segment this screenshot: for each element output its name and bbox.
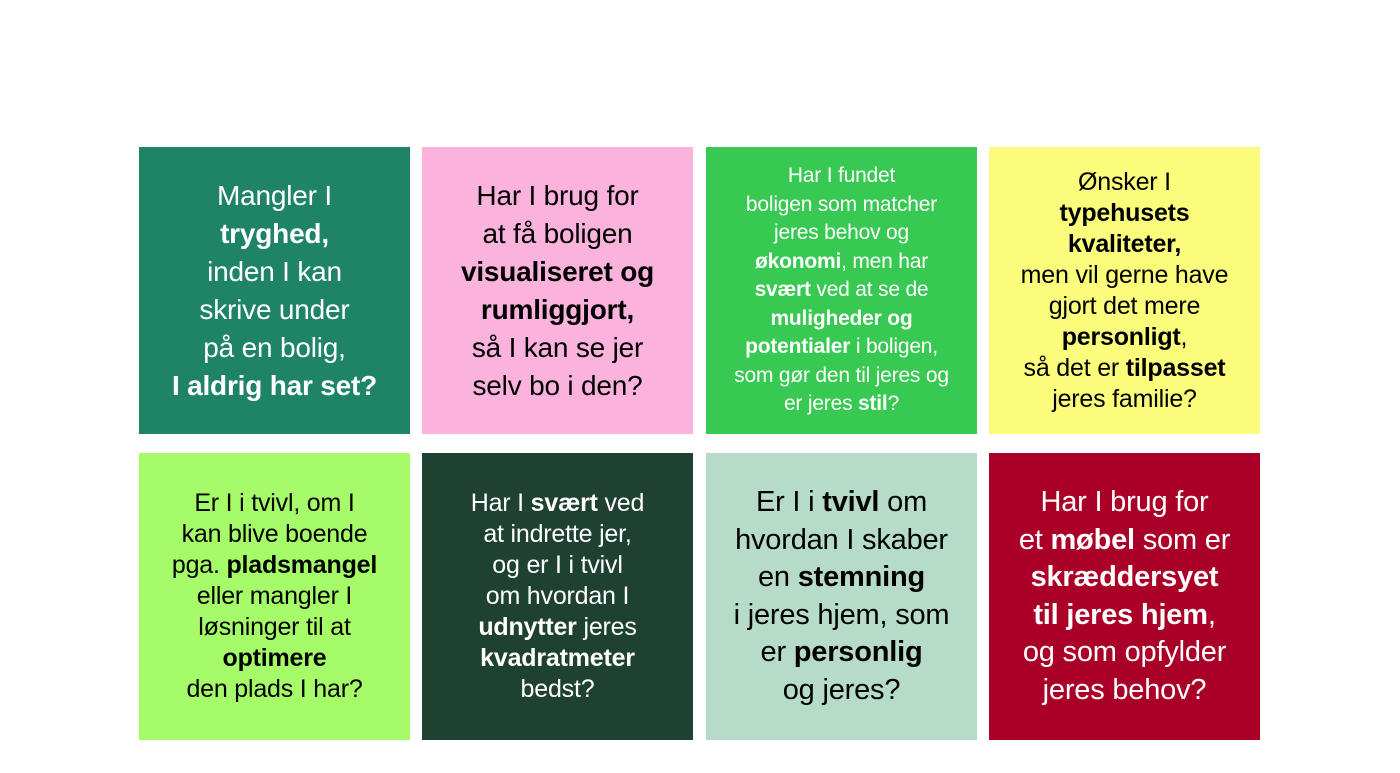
card-line [471,550,644,581]
card-text: er jeres [783,392,859,416]
card-text-bold: økonomi [754,249,842,273]
card-line [734,559,950,597]
card-text: så det er [1023,353,1126,382]
card-text-bold: skræddersyet [1030,561,1219,593]
card-text-bold: pladsmangel [226,551,378,579]
card-line [734,672,950,710]
card-line [734,362,949,391]
card-line [1021,322,1229,353]
card-text-bold: stil [858,392,888,416]
card-text: som gør den til jeres og [734,363,949,387]
card-text: i jeres hjem, som [733,598,950,631]
card-line [1021,353,1229,384]
card-indretning [422,453,693,740]
card-text: ved [597,489,645,517]
card-line [1021,291,1229,322]
card-text-bold: kvadratmeter [480,644,635,672]
card-tryghed-text [172,177,377,405]
card-text-bold: kvaliteter, [1067,229,1182,258]
card-text-bold: potentialer [745,335,851,359]
card-line [1019,522,1230,560]
card-text: inden I kan [207,255,342,287]
card-line [734,597,950,635]
card-pladsmangel-text [172,488,377,705]
card-line [461,215,654,253]
card-line [172,253,377,291]
card-text: , [1207,598,1216,631]
card-text-bold: visualiseret og [460,255,655,287]
card-line [172,488,377,519]
card-text: på en bolig, [203,331,346,363]
card-line [1021,198,1229,229]
card-text-bold: tilpasset [1125,353,1226,382]
card-stemning [706,453,977,740]
card-visualisering-text [461,177,654,405]
card-line [172,329,377,367]
card-line [734,634,950,672]
card-line [1021,167,1229,198]
card-line [172,581,377,612]
card-text: er [760,636,794,668]
card-text-bold: muligheder og [770,306,913,330]
card-stemning-text [734,484,950,709]
card-text: hvordan I skaber [735,523,948,556]
card-line [471,488,644,519]
card-line [734,248,949,277]
card-text: i boligen, [850,335,938,359]
card-text: jeres behov? [1042,673,1207,706]
card-line [1021,229,1229,260]
card-tryghed [139,147,410,434]
card-text: og som opfylder [1022,636,1227,668]
card-text: en [757,561,798,593]
card-text-bold: stemning [797,561,926,593]
card-line [734,305,949,334]
card-text-bold: tvivl [822,486,880,518]
card-line [172,674,377,705]
card-line [1021,260,1229,291]
card-line [734,162,949,191]
card-indretning-text [471,488,644,705]
card-text-bold: personlig [793,636,923,668]
card-line [734,390,949,419]
card-text: ved at se de [810,278,929,302]
card-text: om hvordan I [485,582,630,610]
card-text-bold: svært [530,489,598,517]
card-text: gjort det mere [1048,291,1201,320]
card-moebel [989,453,1260,740]
card-line [172,550,377,581]
card-text: pga. [171,551,227,579]
card-line [172,367,377,405]
card-line [172,643,377,674]
card-pladsmangel [139,453,410,740]
card-line [471,581,644,612]
card-line [1019,559,1230,597]
card-text: og jeres? [782,673,901,706]
card-text-bold: personligt [1061,322,1181,351]
card-text: Har I [470,489,531,517]
card-text: skrive under [199,293,350,325]
card-text: , [1180,322,1188,351]
card-text: jeres [576,613,637,641]
card-text: et [1018,523,1051,556]
card-text: Er I i [755,486,823,518]
card-text: eller mangler I [196,582,353,610]
card-line [734,484,950,522]
card-text-bold: svært [754,278,811,302]
card-text: jeres behov og [774,221,909,245]
card-text: Ønsker I [1078,167,1171,196]
card-text: så I kan se jer [471,331,644,363]
card-line [1021,384,1229,415]
card-line [172,519,377,550]
card-text-bold: udnytter [478,613,577,641]
card-text-bold: rumliggjort, [480,293,635,325]
card-text: Er I i tvivl, om I [194,489,355,517]
card-line [471,674,644,705]
card-text: Har I brug for [476,179,639,211]
card-text: Har I brug for [1040,486,1209,518]
card-muligheder-text [734,162,949,419]
card-text-bold: I aldrig har set? [171,369,378,401]
card-text: at få boligen [482,217,633,249]
card-line [172,291,377,329]
card-text: ? [887,392,900,416]
card-line [461,253,654,291]
card-text: men vil gerne have [1020,260,1229,289]
card-line [471,643,644,674]
card-text-bold: til jeres hjem [1033,598,1208,631]
card-text: kan blive boende [181,520,368,548]
card-text: jeres familie? [1052,384,1197,413]
card-line [461,291,654,329]
card-line [1019,672,1230,710]
card-text: om [879,486,928,518]
card-typehus-text [1021,167,1229,415]
card-line [461,367,654,405]
card-line [734,522,950,560]
card-line [172,215,377,253]
card-line [1019,484,1230,522]
card-line [172,177,377,215]
card-text-bold: typehusets [1059,198,1190,227]
card-text: løsninger til at [198,613,351,641]
card-line [1019,634,1230,672]
card-line [1019,597,1230,635]
card-line [471,612,644,643]
card-moebel-text [1019,484,1230,709]
card-text-bold: optimere [222,644,327,672]
card-muligheder [706,147,977,434]
card-text-bold: møbel [1050,523,1135,556]
card-text: boligen som matcher [745,192,938,216]
card-text: som er [1134,523,1231,556]
card-line [461,329,654,367]
card-line [172,612,377,643]
card-text: Mangler I [217,179,332,211]
card-text: bedst? [520,675,595,703]
card-text: selv bo i den? [472,369,643,401]
card-visualisering [422,147,693,434]
card-line [461,177,654,215]
card-line [734,276,949,305]
card-typehus [989,147,1260,434]
card-text: , men har [841,249,929,273]
card-line [734,219,949,248]
card-text-bold: tryghed, [220,217,329,249]
card-text: den plads I har? [186,675,363,703]
card-text: at indrette jer, [483,520,632,548]
card-text: Har I fundet [787,164,896,188]
card-line [734,191,949,220]
card-line [471,519,644,550]
card-line [734,333,949,362]
card-text: og er I i tvivl [492,551,623,579]
